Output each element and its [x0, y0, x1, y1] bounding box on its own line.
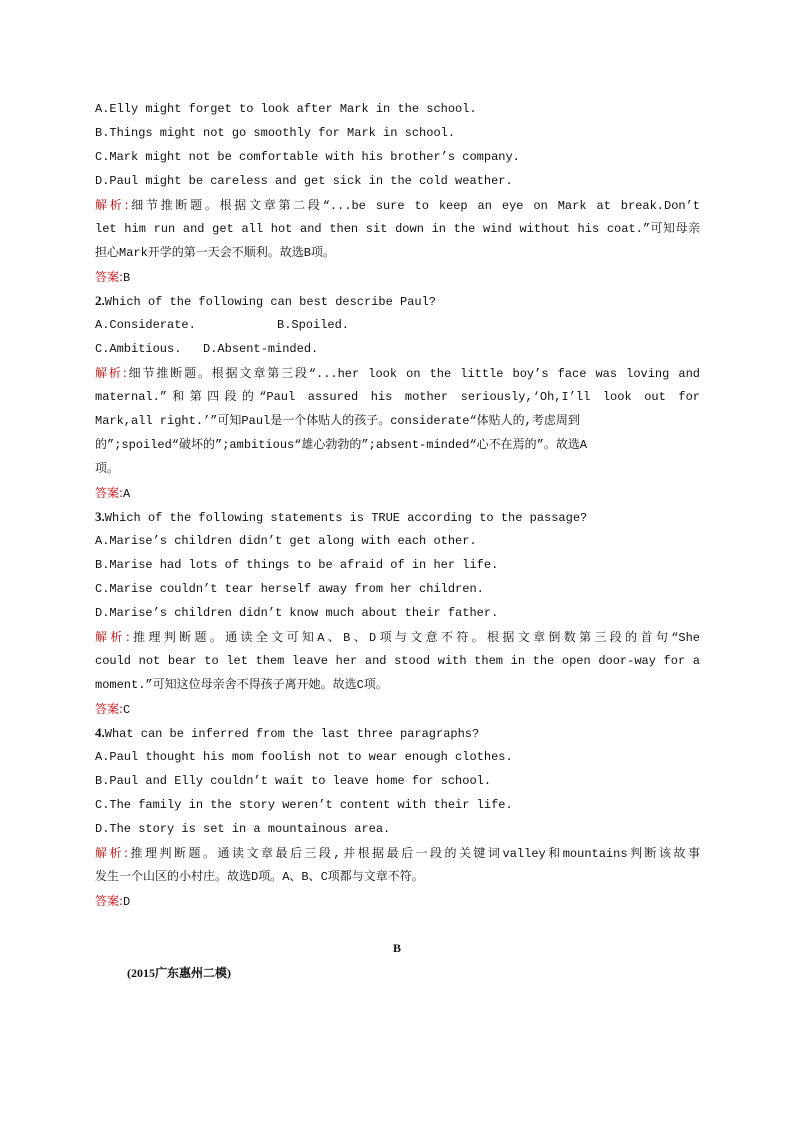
analysis-text: 推理判断题。通读全文可知A、B、D项与文意不符。根据文章倒数第三段的首句“She — [129, 631, 700, 645]
answer-label: 答案: — [95, 894, 124, 908]
answer-value: D — [123, 895, 131, 909]
answer-value: C — [123, 703, 131, 717]
q3-option-d: D.Marise’s children didn’t know much about their father. — [95, 606, 499, 620]
question-number: 3. — [95, 509, 105, 524]
analysis-label: 解析: — [95, 846, 129, 860]
q3-answer — [95, 701, 700, 718]
q4-answer — [95, 893, 700, 910]
answer-label: 答案: — [95, 270, 124, 284]
q2-option-a: A.Considerate. — [95, 318, 196, 332]
q4-analysis-line-1 — [95, 845, 700, 862]
q4-option-b: B.Paul and Elly couldn’t wait to leave home for school. — [95, 774, 492, 788]
q2-option-b: B.Spoiled. — [277, 318, 350, 332]
q4-option-c: C.The family in the story weren’t content with their life. — [95, 798, 513, 812]
answer-label: 答案: — [95, 702, 124, 716]
q2-analysis-line-1 — [95, 365, 700, 382]
q3-analysis-line-2: could not bear to let them leave her and stood with them in the open door-way for a — [95, 654, 700, 668]
analysis-text: 推理判断题。通读文章最后三段,并根据最后一段的关键词valley和mountains判断该故事 — [128, 847, 700, 861]
q3-option-c: C.Marise couldn’t tear herself away from her children. — [95, 582, 484, 596]
q1-analysis-line-1 — [95, 197, 700, 214]
q3-option-a: A.Marise’s children didn’t get along with each other. — [95, 534, 477, 548]
q2-analysis-line-2: maternal.”和第四段的“Paul assured his mother seriously,‘Oh,I’ll look out for — [95, 390, 700, 404]
answer-value: A — [123, 487, 131, 501]
q2-analysis-line-3: Mark,all right.’”可知Paul是一个体贴人的孩子。considerate“体贴人的,考虑周到 — [95, 414, 580, 428]
q2-analysis-line-4: 的”;spoiled“破坏的”;ambitious“雄心勃勃的”;absent-minded“心不在焉的”。故选A — [95, 438, 588, 452]
q3-stem — [95, 509, 700, 526]
q3-option-b: B.Marise had lots of things to be afraid of in her life. — [95, 558, 499, 572]
q4-stem — [95, 725, 700, 742]
analysis-label: 解析: — [95, 630, 130, 644]
q3-analysis-line-1 — [95, 629, 700, 646]
q4-analysis-line-2: 发生一个山区的小村庄。故选D项。A、B、C项都与文章不符。 — [95, 870, 424, 884]
q1-option-c: C.Mark might not be comfortable with his brother’s company. — [95, 150, 520, 164]
analysis-text: 细节推断题。根据文章第三段“...her look on the little boy’s face was loving and — [126, 367, 700, 381]
q2-analysis-line-5: 项。 — [95, 462, 120, 476]
q4-option-d: D.The story is set in a mountainous area. — [95, 822, 391, 836]
q2-options-row-2: C.Ambitious. D.Absent-minded. — [95, 342, 319, 356]
q1-answer — [95, 269, 700, 286]
analysis-text: 细节推断题。根据文章第二段“...be sure to keep an eye on Mark at break.Don’t — [128, 199, 700, 213]
question-number: 4. — [95, 725, 105, 740]
analysis-label: 解析: — [95, 198, 129, 212]
question-text: Which of the following can best describe Paul? — [104, 295, 437, 309]
answer-value: B — [123, 271, 131, 285]
q4-option-a: A.Paul thought his mom foolish not to wear enough clothes. — [95, 750, 513, 764]
section-heading: B — [392, 941, 401, 955]
q1-option-b: B.Things might not go smoothly for Mark in school. — [95, 126, 456, 140]
question-text: Which of the following statements is TRUE according to the passage? — [104, 511, 588, 525]
q2-answer — [95, 485, 700, 502]
section-source: (2015广东惠州二模) — [127, 966, 231, 980]
question-text: What can be inferred from the last three paragraphs? — [104, 727, 480, 741]
answer-label: 答案: — [95, 486, 124, 500]
q1-analysis-line-3: 担心Mark开学的第一天会不顺利。故选B项。 — [95, 246, 336, 260]
q2-stem — [95, 293, 700, 310]
q1-option-a: A.Elly might forget to look after Mark in the school. — [95, 102, 477, 116]
q3-analysis-line-3: moment.”可知这位母亲舍不得孩子离开她。故选C项。 — [95, 678, 388, 692]
question-number: 2. — [95, 293, 105, 308]
analysis-label: 解析: — [95, 366, 127, 380]
q2-options-row-1 — [95, 317, 700, 333]
q1-analysis-line-2: let him run and get all hot and then sit down in the wind without his coat.”可知母亲 — [95, 222, 700, 236]
q1-option-d: D.Paul might be careless and get sick in the cold weather. — [95, 174, 513, 188]
